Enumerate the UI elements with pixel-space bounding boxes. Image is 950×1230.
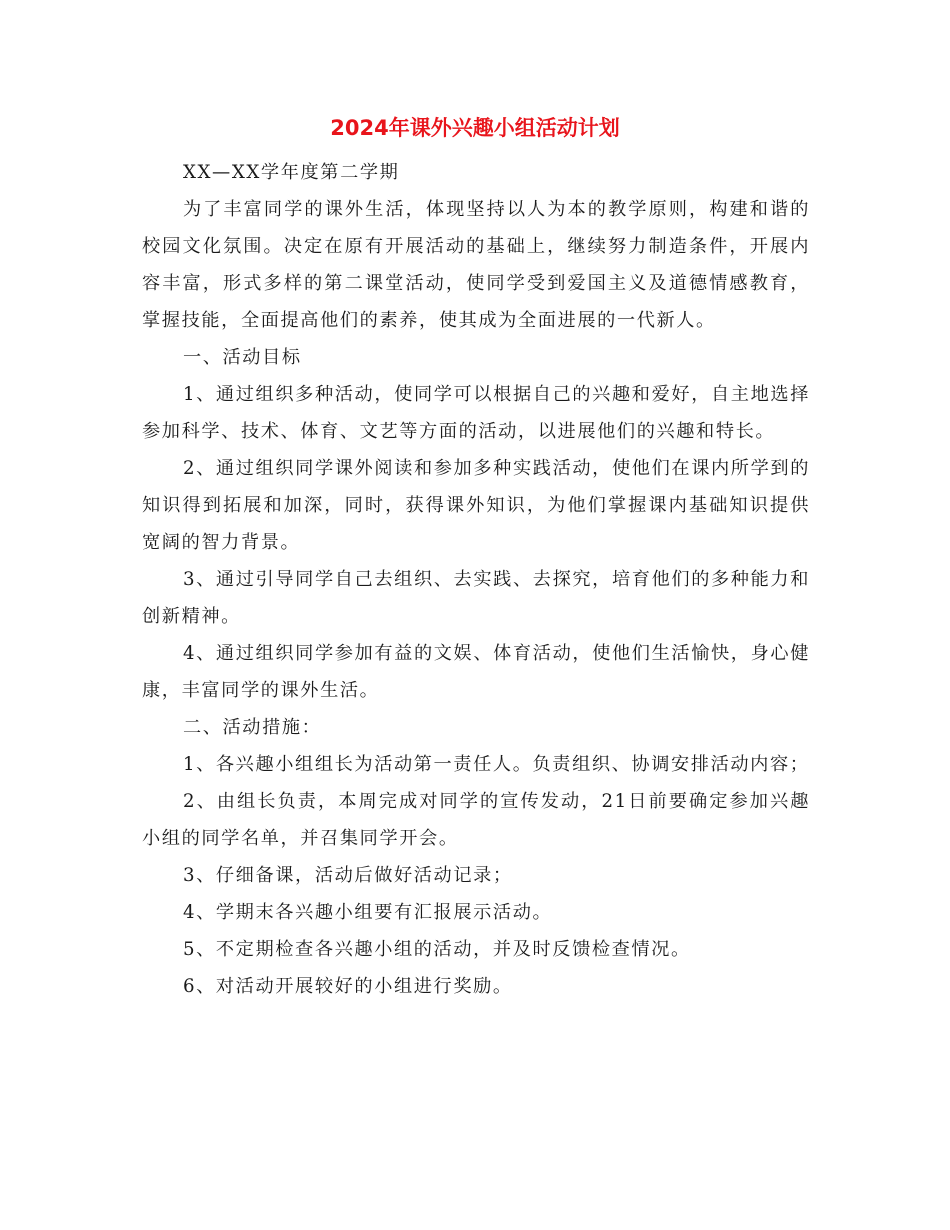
paragraph-goal-3: 3、通过引导同学自己去组织、去实践、去探究，培育他们的多种能力和创新精神。 bbox=[142, 569, 810, 627]
document-title: 2024年课外兴趣小组活动计划 bbox=[330, 116, 620, 140]
paragraph-intro: 为了丰富同学的课外生活，体现坚持以人为本的教学原则，构建和谐的校园文化氛围。决定在原有开展活动的基础上，继续努力制造条件，开展内容丰富，形式多样的第二课堂活动，使同学受到爱国主义及道德情感教育，掌握技能，全面提高他们的素养，使其成为全面进展的一代新人。 bbox=[142, 199, 810, 331]
paragraph-term: XX—XX学年度第二学期 bbox=[182, 162, 400, 183]
paragraph-measure-4: 4、学期末各兴趣小组要有汇报展示活动。 bbox=[182, 902, 553, 923]
paragraph-goal-1: 1、通过组织多种活动，使同学可以根据自己的兴趣和爱好，自主地选择参加科学、技术、体育、文艺等方面的活动，以进展他们的兴趣和特长。 bbox=[142, 384, 810, 442]
paragraph-measure-3: 3、仔细备课，活动后做好活动记录； bbox=[182, 865, 513, 886]
paragraph-goal-2: 2、通过组织同学课外阅读和参加多种实践活动，使他们在课内所学到的知识得到拓展和加深，同时，获得课外知识，为他们掌握课内基础知识提供宽阔的智力背景。 bbox=[142, 458, 810, 553]
paragraph-measure-1: 1、各兴趣小组组长为活动第一责任人。负责组织、协调安排活动内容； bbox=[182, 754, 810, 775]
section-heading-measures: 二、活动措施： bbox=[182, 717, 322, 738]
paragraph-measure-6: 6、对活动开展较好的小组进行奖励。 bbox=[182, 976, 513, 997]
paragraph-measure-5: 5、不定期检查各兴趣小组的活动，并及时反馈检查情况。 bbox=[182, 939, 691, 960]
document-body bbox=[142, 154, 810, 1005]
paragraph-goal-4: 4、通过组织同学参加有益的文娱、体育活动，使他们生活愉快，身心健康，丰富同学的课外生活。 bbox=[142, 643, 810, 701]
paragraph-measure-2: 2、由组长负责，本周完成对同学的宣传发动，21日前要确定参加兴趣小组的同学名单，并召集同学开会。 bbox=[142, 791, 810, 849]
section-heading-goals: 一、活动目标 bbox=[182, 347, 302, 368]
